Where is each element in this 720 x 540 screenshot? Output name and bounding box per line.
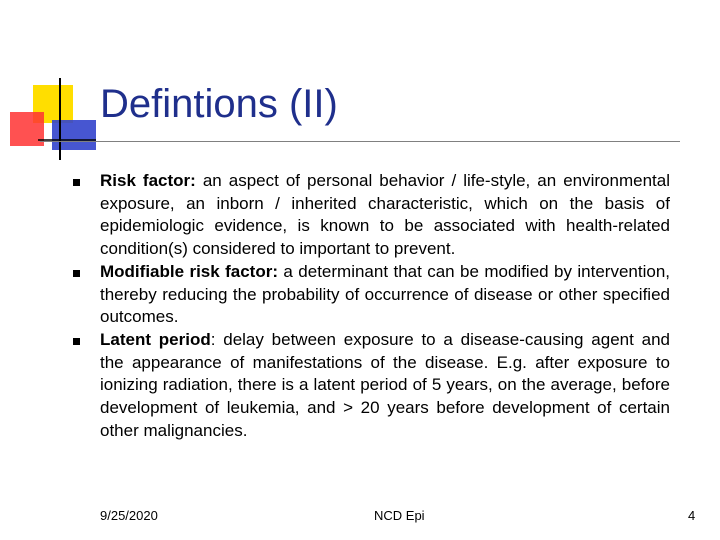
- bullet-text: an aspect of personal behavior / life-style, an environmental exposure, an inborn / inherited characteristic, which on the basis of epidemiologic evidence, is known to be associated with health-related condition(s) considered to important to prevent.: [100, 171, 670, 259]
- bullet-marker: [73, 270, 80, 277]
- bullet-term: Risk factor:: [100, 171, 196, 190]
- bullet-modifiable-risk-factor: [70, 261, 670, 329]
- bullet-marker: [73, 338, 80, 345]
- footer-date: 9/25/2020: [100, 508, 158, 523]
- bullet-text: : delay between exposure to a disease-causing agent and the appearance of manifestations of the disease. E.g. after exposure to ionizing radiation, there is a latent period of 5 years, on the average, before development of leukemia, and > 20 years before development of certain other malignancies.: [100, 329, 670, 440]
- title-divider: [40, 141, 680, 142]
- bullet-term: Modifiable risk factor:: [100, 261, 279, 281]
- bullet-latent-period: [70, 329, 670, 443]
- bullet-term: Latent period: [100, 329, 211, 349]
- bullet-risk-factor: [70, 170, 670, 261]
- page-number: 4: [688, 508, 696, 523]
- logo-blue-square: [52, 120, 96, 150]
- slide-title: Defintions (II): [100, 82, 338, 126]
- footer-center-text: NCD Epi: [374, 508, 425, 523]
- bullet-text: a determinant that can be modified by intervention, thereby reducing the probability of occurrence of disease or other specified outcomes.: [100, 261, 670, 327]
- decorative-logo-graphic: [0, 0, 110, 170]
- bullet-marker: [73, 179, 80, 186]
- bullet-list: [70, 170, 670, 442]
- logo-red-square: [10, 112, 44, 146]
